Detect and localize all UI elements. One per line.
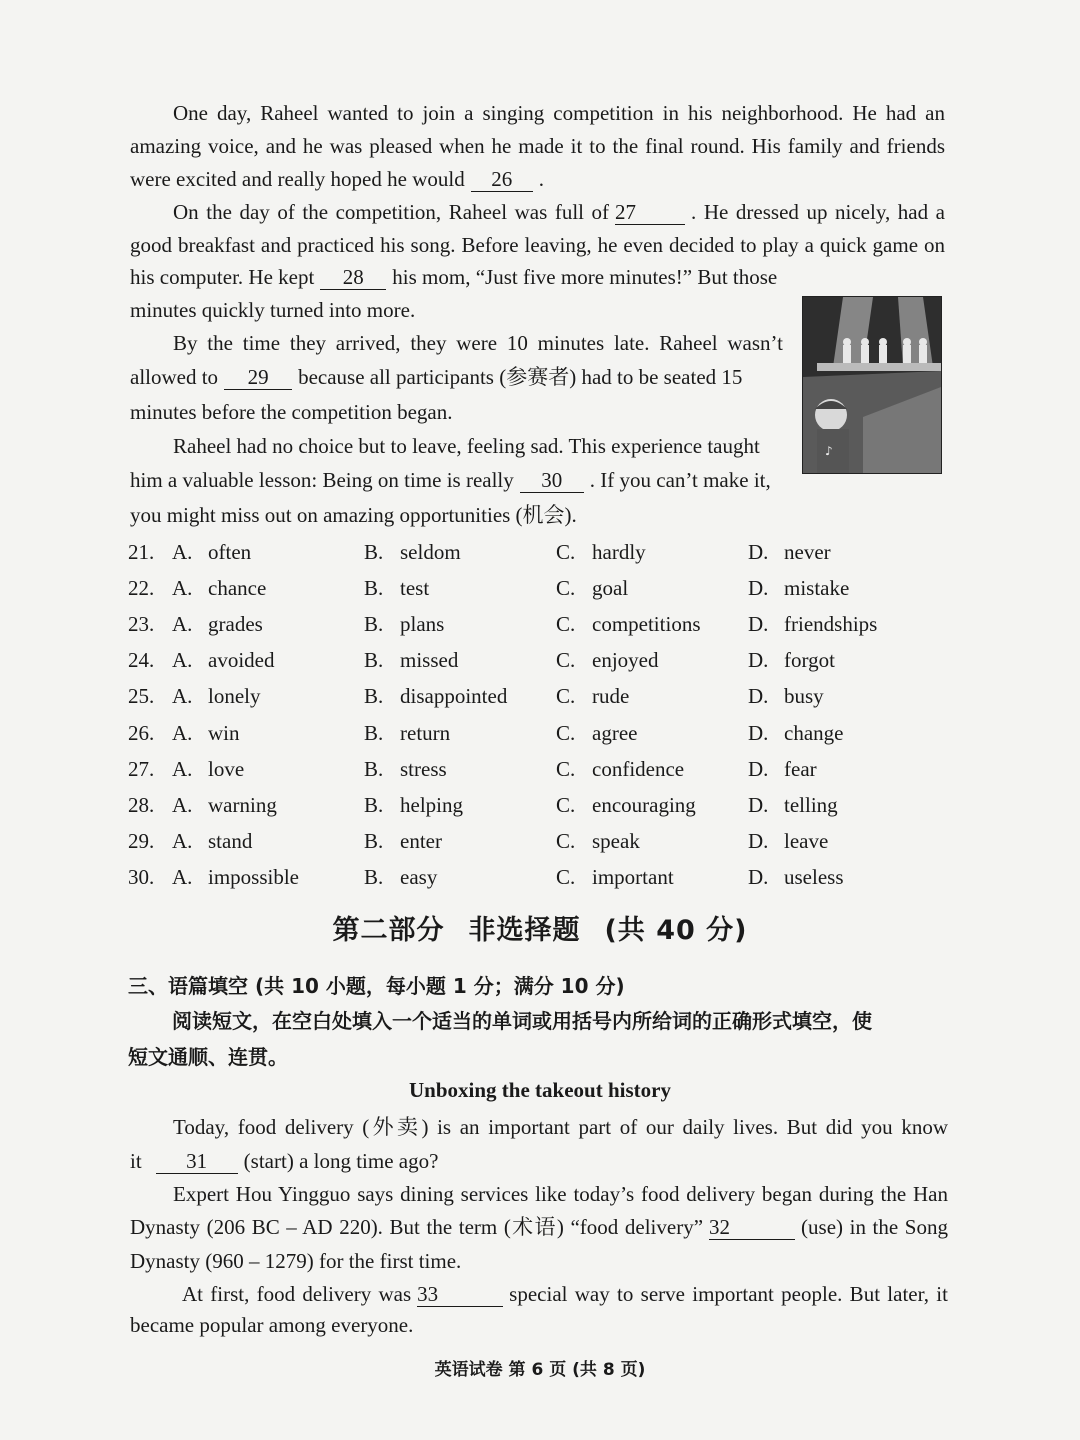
option-word: often [208,540,252,564]
article-title: Unboxing the takeout history [409,1078,671,1102]
option-letter: C. [556,864,576,889]
question-number: 21. [128,540,155,564]
option-word: leave [784,828,829,853]
option-word: stress [400,756,447,781]
option-a [172,718,240,748]
option-word: encouraging [592,792,696,817]
blank-33: 33 [417,1282,503,1307]
option-word: love [208,756,245,781]
option-letter: A. [172,720,193,745]
option-c [556,718,637,748]
option-letter: D. [748,720,769,745]
passage-line: By the time they arrived, they were 10 minutes late. Raheel wasn’t [173,331,783,355]
option-letter: A. [172,756,193,781]
option-word: win [208,720,240,745]
option-word: fear [784,756,817,781]
option-word: grades [208,612,263,637]
instruction-line: 阅读短文，在空白处填入一个适当的单词或用括号内所给词的正确形式填空，使 [172,1009,872,1033]
option-word: chance [208,576,267,601]
option-word: rude [592,684,630,709]
option-letter: D. [748,576,769,601]
option-word: agree [592,720,638,745]
option-letter: C. [556,828,576,853]
option-c [556,862,674,892]
option-word: easy [400,864,438,889]
option-a [172,573,266,603]
option-c [556,826,640,856]
option-word: test [400,576,430,601]
option-b [364,754,447,784]
option-letter: C. [556,612,576,637]
option-word: confidence [592,756,685,781]
option-letter: A. [172,684,193,709]
question-number: 22. [128,576,155,601]
option-word: stand [208,828,253,853]
option-b [364,537,461,567]
option-word: important [592,864,674,889]
option-word: never [784,540,831,564]
option-d [748,862,844,892]
option-c [556,754,684,784]
option-letter: A. [172,540,193,564]
option-letter: D. [748,864,769,889]
option-letter: C. [556,720,576,745]
page-footer: 英语试卷 第 6 页 (共 8 页) [434,1360,646,1380]
passage-line: amazing voice, and he was pleased when he made it to the final round. His family and friends [130,134,945,158]
option-letter: B. [364,792,384,817]
option-c [556,645,658,675]
option-letter: A. [172,612,193,637]
option-word: lonely [208,684,261,709]
option-word: friendships [784,612,878,637]
article-line: became popular among everyone. [130,1313,414,1337]
article-line: Today, food delivery (外卖) is an important part of our daily lives. But did you know [173,1115,948,1139]
option-word: plans [400,612,445,637]
option-letter: D. [748,648,769,673]
blank-28: 28 [320,265,386,290]
option-letter: A. [172,648,193,673]
passage-line: allowed to 29 because all participants (参赛者) had to be seated 15 [130,365,743,389]
option-d [748,573,849,603]
option-word: forgot [784,648,835,673]
option-d [748,826,828,856]
singer-stage-picture [803,297,941,473]
option-word: enter [400,828,442,853]
option-d [748,790,838,820]
option-letter: B. [364,612,384,637]
blank-30: 30 [520,468,584,493]
option-letter: B. [364,864,384,889]
passage-line: you might miss out on amazing opportunities (机会). [130,503,577,527]
instruction-line: 短文通顺、连贯。 [128,1045,288,1069]
option-d [748,681,824,711]
option-c [556,573,628,603]
option-a [172,537,251,567]
option-letter: D. [748,612,769,637]
option-letter: B. [364,828,384,853]
option-letter: D. [748,828,769,853]
article-line: Expert Hou Yingguo says dining services like today’s food delivery began during the Han [173,1182,948,1206]
article-line: Dynasty (960 – 1279) for the first time. [130,1249,462,1273]
option-a [172,790,277,820]
option-letter: D. [748,792,769,817]
option-b [364,573,429,603]
question-number: 24. [128,648,155,673]
option-d [748,645,835,675]
option-c [556,609,701,639]
article-line: Dynasty (206 BC – AD 220). But the term (术语) “food delivery” 32 (use) in the Song [130,1215,948,1239]
option-letter: C. [556,684,576,709]
option-letter: D. [748,540,769,564]
blank-31: 31 [156,1149,238,1174]
blank-32: 32 [709,1215,795,1240]
option-word: missed [400,648,459,673]
option-word: useless [784,864,844,889]
option-word: competitions [592,612,701,637]
question-number: 26. [128,720,155,745]
question-number: 28. [128,792,155,817]
option-word: telling [784,792,838,817]
section-three-heading: 三、语篇填空 (共 10 小题，每小题 1 分；满分 10 分) [128,974,625,998]
option-word: warning [208,792,277,817]
question-number: 29. [128,828,155,853]
option-letter: C. [556,648,576,673]
option-a [172,681,261,711]
option-c [556,537,646,567]
option-word: hardly [592,540,646,564]
passage-line: were excited and really hoped he would 26 . [130,167,544,191]
option-a [172,862,299,892]
option-word: change [784,720,844,745]
blank-29: 29 [224,365,292,390]
option-word: helping [400,792,463,817]
option-letter: C. [556,540,576,564]
option-b [364,645,458,675]
option-word: goal [592,576,629,601]
option-word: avoided [208,648,275,673]
passage-line: minutes quickly turned into more. [130,298,416,322]
option-letter: A. [172,576,193,601]
option-letter: C. [556,576,576,601]
option-word: speak [592,828,640,853]
question-number: 27. [128,756,155,781]
question-number: 30. [128,864,155,889]
option-c [556,790,696,820]
option-word: mistake [784,576,850,601]
option-b [364,826,442,856]
option-letter: D. [748,756,769,781]
option-word: enjoyed [592,648,659,673]
option-b [364,790,463,820]
passage-line: Raheel had no choice but to leave, feeling sad. This experience taught [173,434,760,458]
option-b [364,681,507,711]
option-word: busy [784,684,824,709]
option-word: impossible [208,864,300,889]
option-b [364,609,444,639]
option-word: disappointed [400,684,508,709]
option-letter: B. [364,756,384,781]
option-a [172,609,263,639]
option-word: seldom [400,540,461,564]
option-b [364,862,437,892]
option-c [556,681,629,711]
option-b [364,718,450,748]
option-letter: A. [172,792,193,817]
option-d [748,537,831,567]
option-letter: B. [364,720,384,745]
option-letter: A. [172,828,193,853]
passage-line: minutes before the competition began. [130,400,453,424]
blank-27: 27 [615,200,685,225]
question-number: 25. [128,684,155,709]
option-letter: C. [556,792,576,817]
option-word: return [400,720,451,745]
article-line: it 31 (start) a long time ago? [130,1149,439,1173]
blank-26: 26 [471,167,533,192]
option-letter: B. [364,648,384,673]
option-a [172,826,252,856]
option-d [748,609,877,639]
part-two-title: 第二部分 非选择题 (共 40 分) [332,915,748,946]
question-number: 23. [128,612,155,637]
passage-line: his computer. He kept 28 his mom, “Just five more minutes!” But those [130,265,778,289]
option-letter: C. [556,756,576,781]
stage-illustration [802,296,942,474]
passage-line: One day, Raheel wanted to join a singing competition in his neighborhood. He had an [173,101,945,125]
passage-line: good breakfast and practiced his song. Before leaving, he even decided to play a quick game on [130,233,945,257]
option-letter: B. [364,540,384,564]
option-letter: A. [172,864,193,889]
option-d [748,754,817,784]
option-a [172,645,274,675]
passage-line: On the day of the competition, Raheel was full of 27 . He dressed up nicely, had a [173,200,945,224]
option-letter: B. [364,576,384,601]
option-a [172,754,244,784]
passage-line: him a valuable lesson: Being on time is really 30 . If you can’t make it, [130,468,771,492]
option-letter: D. [748,684,769,709]
option-d [748,718,843,748]
svg-text:♪: ♪ [825,444,833,458]
article-line: At first, food delivery was 33 special way to serve important people. But later, it [182,1282,948,1306]
option-letter: B. [364,684,384,709]
